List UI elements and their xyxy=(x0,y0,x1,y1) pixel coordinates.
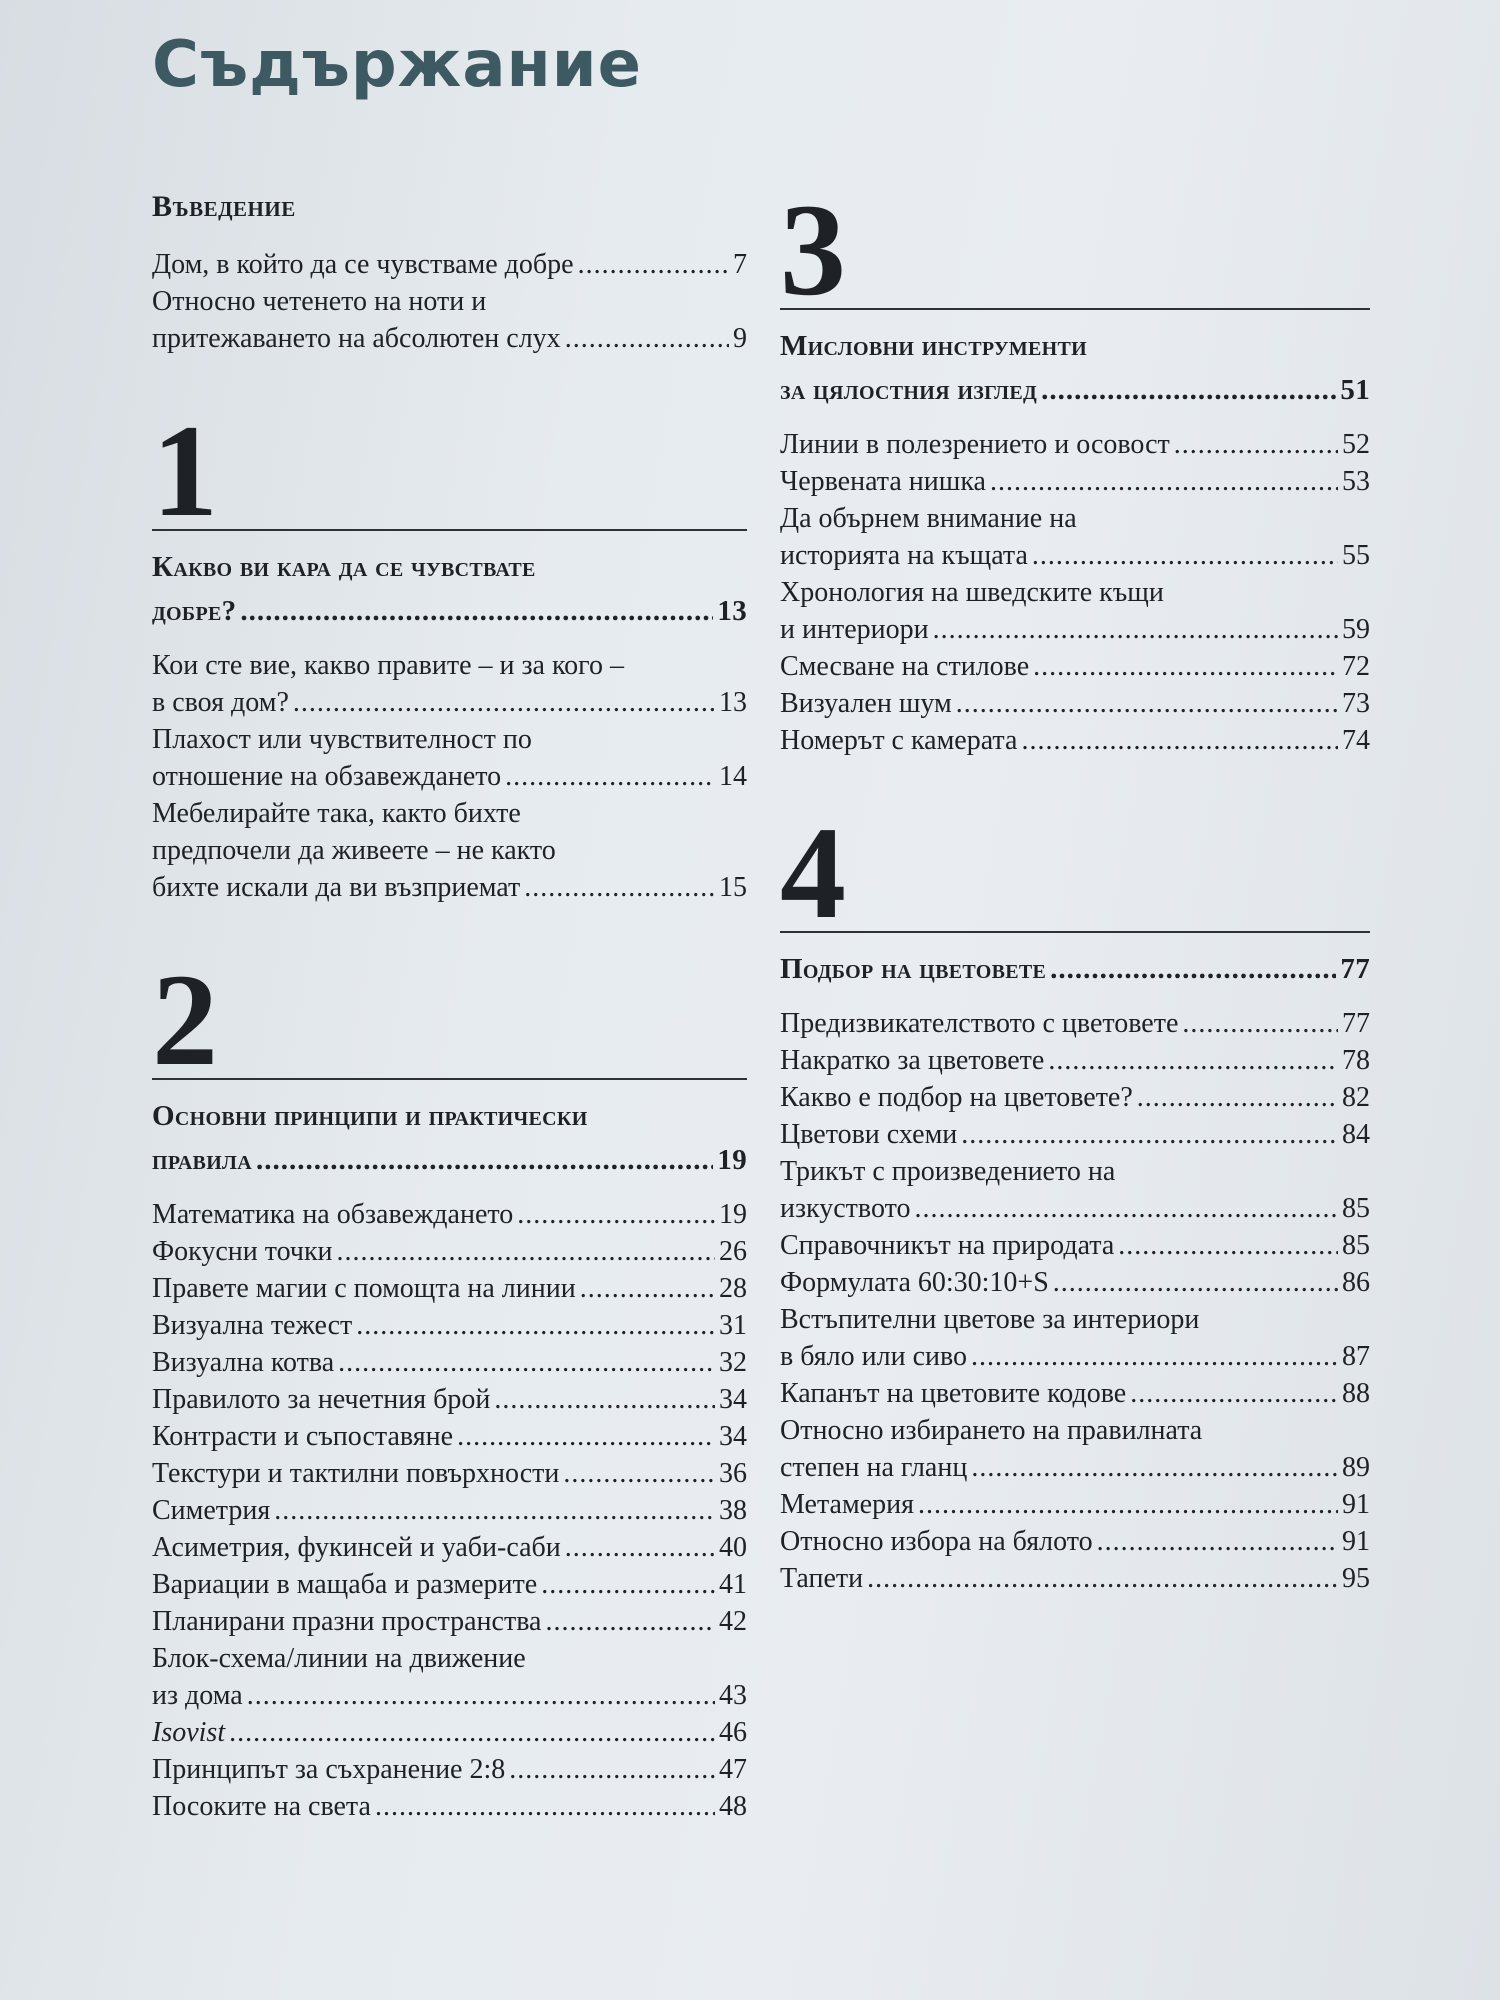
entry-line xyxy=(780,368,1370,412)
toc-entry[interactable] xyxy=(780,1042,1370,1079)
page-number: 26 xyxy=(719,1236,747,1267)
entry-title: Цветови схеми xyxy=(780,1119,958,1150)
toc-entry[interactable] xyxy=(152,283,747,357)
entry-line xyxy=(152,589,747,633)
toc-entry[interactable] xyxy=(780,685,1370,722)
page-number: 38 xyxy=(719,1495,747,1526)
dot-leader xyxy=(541,1566,715,1603)
entry-line xyxy=(152,320,747,357)
page-number: 43 xyxy=(719,1680,747,1711)
entry-title: Принципът за съхранение 2:8 xyxy=(152,1754,506,1785)
page-number: 78 xyxy=(1342,1045,1370,1076)
page-number: 55 xyxy=(1342,540,1370,571)
entry-title: Подбор на цветовете xyxy=(780,953,1047,985)
dot-leader xyxy=(1053,1264,1338,1301)
toc-entry[interactable] xyxy=(780,1523,1370,1560)
page-number: 74 xyxy=(1342,725,1370,756)
entry-title: Формулата 60:30:10+S xyxy=(780,1267,1049,1298)
toc-entry[interactable] xyxy=(152,1714,747,1751)
toc-entry[interactable] xyxy=(152,721,747,795)
dot-leader xyxy=(1130,1375,1338,1412)
entry-title: Визуална тежест xyxy=(152,1310,353,1341)
toc-entry[interactable] xyxy=(152,1640,747,1714)
page-number: 59 xyxy=(1342,614,1370,645)
entry-title: Червената нишка xyxy=(780,466,986,497)
entry-title: и интериори xyxy=(780,614,929,645)
entry-line xyxy=(780,1190,1370,1227)
entry-line xyxy=(152,1677,747,1714)
entry-line xyxy=(152,1566,747,1603)
entry-title: за цялостния изглед xyxy=(780,374,1038,406)
entry-title: Номерът с камерата xyxy=(780,725,1018,756)
entry-title: Метамерия xyxy=(780,1489,914,1520)
dot-leader xyxy=(961,1116,1338,1153)
dot-leader xyxy=(565,320,729,357)
entry-line xyxy=(152,758,747,795)
dot-leader xyxy=(990,463,1338,500)
page-number: 53 xyxy=(1342,466,1370,497)
entry-title: Какво е подбор на цветовете? xyxy=(780,1082,1133,1113)
chapter-number: 3 xyxy=(780,176,846,323)
page-number: 91 xyxy=(1342,1526,1370,1557)
entry-line xyxy=(780,1079,1370,1116)
entry-line xyxy=(152,684,747,721)
page-number: 89 xyxy=(1342,1452,1370,1483)
entry-line xyxy=(152,1492,747,1529)
page-number: 42 xyxy=(719,1606,747,1637)
entry-line: Мисловни инструменти xyxy=(780,330,1087,362)
toc-entry[interactable] xyxy=(152,1307,747,1344)
entry-title: Дом, в който да се чувстваме добре xyxy=(152,249,574,280)
toc-entry[interactable] xyxy=(152,1381,747,1418)
page-number: 9 xyxy=(733,323,747,354)
entry-title: Контрасти и съпоставяне xyxy=(152,1421,454,1452)
entry-line xyxy=(152,1529,747,1566)
dot-leader xyxy=(509,1751,715,1788)
entry-line xyxy=(780,1042,1370,1079)
entry-line xyxy=(152,1455,747,1492)
chapter-number: 1 xyxy=(152,397,218,544)
toc-entry[interactable] xyxy=(152,246,747,283)
entry-line xyxy=(780,1227,1370,1264)
toc-entry[interactable] xyxy=(780,463,1370,500)
page-number: 51 xyxy=(1340,374,1370,406)
dot-leader xyxy=(914,1190,1338,1227)
dot-leader xyxy=(1048,1042,1338,1079)
dot-leader xyxy=(293,684,715,721)
dot-leader xyxy=(1021,722,1338,759)
page-number: 36 xyxy=(719,1458,747,1489)
page-number: 19 xyxy=(717,1144,747,1176)
toc-entry[interactable] xyxy=(780,500,1370,574)
chapter-number: 2 xyxy=(152,946,218,1093)
dot-leader xyxy=(240,589,713,633)
entry-line xyxy=(780,1005,1370,1042)
page-number: 91 xyxy=(1342,1489,1370,1520)
page-number: 84 xyxy=(1342,1119,1370,1150)
page-number: 72 xyxy=(1342,651,1370,682)
toc-entry[interactable] xyxy=(152,1196,747,1233)
page-number: 32 xyxy=(719,1347,747,1378)
chapter-rule xyxy=(152,529,747,531)
toc-entry[interactable] xyxy=(152,1788,747,1825)
dot-leader xyxy=(1118,1227,1338,1264)
dot-leader xyxy=(545,1603,715,1640)
page-number: 85 xyxy=(1342,1230,1370,1261)
dot-leader xyxy=(338,1344,715,1381)
page-number: 31 xyxy=(719,1310,747,1341)
entry-title: изкуството xyxy=(780,1193,911,1224)
entry-title: Планирани празни пространства xyxy=(152,1606,542,1637)
entry-line xyxy=(152,1418,747,1455)
spacer xyxy=(152,906,747,942)
entry-line xyxy=(780,685,1370,722)
toc-entry[interactable] xyxy=(152,1751,747,1788)
dot-leader xyxy=(1033,648,1338,685)
entry-line: Блок-схема/линии на движение xyxy=(152,1643,526,1674)
chapter-rule xyxy=(780,931,1370,933)
page-number: 95 xyxy=(1342,1563,1370,1594)
entry-title: Относно избора на бялото xyxy=(780,1526,1093,1557)
entry-line: предпочели да живеете – не както xyxy=(152,835,556,866)
dot-leader xyxy=(867,1560,1338,1597)
dot-leader xyxy=(229,1714,715,1751)
entry-title: Isovist xyxy=(152,1717,226,1748)
dot-leader xyxy=(517,1196,715,1233)
dot-leader xyxy=(505,758,715,795)
entry-title: Математика на обзавеждането xyxy=(152,1199,514,1230)
entry-title: Визуален шум xyxy=(780,688,952,719)
entry-line xyxy=(780,1116,1370,1153)
toc-entry[interactable] xyxy=(152,1418,747,1455)
section-heading xyxy=(780,947,1370,991)
entry-title: Посоките на света xyxy=(152,1791,371,1822)
chapter-rule xyxy=(780,308,1370,310)
toc-entry[interactable] xyxy=(152,1566,747,1603)
toc-entry[interactable] xyxy=(780,1264,1370,1301)
chapter-number: 4 xyxy=(780,799,846,946)
page-number: 86 xyxy=(1342,1267,1370,1298)
entry-line xyxy=(152,1381,747,1418)
entry-line xyxy=(152,1714,747,1751)
entry-title: степен на гланц xyxy=(780,1452,968,1483)
dot-leader xyxy=(1032,537,1338,574)
dot-leader xyxy=(356,1307,715,1344)
entry-line: Мебелирайте така, както бихте xyxy=(152,798,521,829)
dot-leader xyxy=(971,1338,1338,1375)
entry-line: Да обърнем внимание на xyxy=(780,503,1077,534)
entry-title: Правете магии с помощта на линии xyxy=(152,1273,576,1304)
entry-title: Симетрия xyxy=(152,1495,271,1526)
toc-entry[interactable] xyxy=(780,1412,1370,1486)
page-number: 77 xyxy=(1340,953,1370,985)
entry-line: Основни принципи и практически xyxy=(152,1100,588,1132)
toc-entry[interactable] xyxy=(780,1560,1370,1597)
entry-title: Капанът на цветовите кодове xyxy=(780,1378,1127,1409)
section-heading xyxy=(780,324,1370,412)
dot-leader xyxy=(918,1486,1338,1523)
toc-entry[interactable] xyxy=(152,1529,747,1566)
entry-title: Фокусни точки xyxy=(152,1236,333,1267)
chapter-rule xyxy=(152,1078,747,1080)
toc-entry[interactable] xyxy=(152,1233,747,1270)
entry-line xyxy=(780,947,1370,991)
dot-leader xyxy=(1137,1079,1338,1116)
entry-line: Кои сте вие, какво правите – и за кого – xyxy=(152,650,624,681)
toc-entry[interactable] xyxy=(780,574,1370,648)
spacer xyxy=(780,759,1370,795)
toc-entry[interactable] xyxy=(152,1344,747,1381)
page-number: 28 xyxy=(719,1273,747,1304)
toc-entry[interactable] xyxy=(780,648,1370,685)
entry-line xyxy=(152,1788,747,1825)
dot-leader xyxy=(256,1138,713,1182)
entry-title: добре? xyxy=(152,595,237,627)
page-number: 14 xyxy=(719,761,747,792)
entry-line xyxy=(780,1449,1370,1486)
page-title: Съдържание xyxy=(152,28,642,102)
dot-leader xyxy=(578,246,729,283)
entry-line xyxy=(152,869,747,906)
entry-line xyxy=(780,426,1370,463)
section-heading xyxy=(152,545,747,633)
entry-title: отношение на обзавеждането xyxy=(152,761,502,792)
dot-leader xyxy=(457,1418,715,1455)
entry-line: Хронология на шведските къщи xyxy=(780,577,1164,608)
entry-title: притежаването на абсолютен слух xyxy=(152,323,561,354)
entry-title: правила xyxy=(152,1144,253,1176)
page-number: 19 xyxy=(719,1199,747,1230)
entry-line xyxy=(152,1307,747,1344)
page-number: 34 xyxy=(719,1384,747,1415)
dot-leader xyxy=(1050,947,1336,991)
page-number: 7 xyxy=(733,249,747,280)
page-number: 87 xyxy=(1342,1341,1370,1372)
page-number: 88 xyxy=(1342,1378,1370,1409)
intro-heading: Въведение xyxy=(152,190,296,223)
entry-title: Визуална котва xyxy=(152,1347,335,1378)
entry-title: из дома xyxy=(152,1680,243,1711)
entry-title: Накратко за цветовете xyxy=(780,1045,1045,1076)
entry-line xyxy=(780,648,1370,685)
dot-leader xyxy=(971,1449,1338,1486)
dot-leader xyxy=(580,1270,715,1307)
page-number: 15 xyxy=(719,872,747,903)
toc-entry[interactable] xyxy=(780,426,1370,463)
spacer xyxy=(152,357,747,393)
entry-title: Асиметрия, фукинсей и уаби-саби xyxy=(152,1532,561,1563)
toc-entry[interactable] xyxy=(780,1301,1370,1375)
dot-leader xyxy=(375,1788,715,1825)
dot-leader xyxy=(274,1492,715,1529)
page-number: 77 xyxy=(1342,1008,1370,1039)
toc-entry[interactable] xyxy=(152,1270,747,1307)
entry-title: Тапети xyxy=(780,1563,864,1594)
page-number: 47 xyxy=(719,1754,747,1785)
toc-entry[interactable] xyxy=(152,1492,747,1529)
entry-line xyxy=(152,1233,747,1270)
entry-line: Какво ви кара да се чувствате xyxy=(152,551,536,583)
dot-leader xyxy=(956,685,1338,722)
entry-line: Плахост или чувствителност по xyxy=(152,724,532,755)
dot-leader xyxy=(247,1677,715,1714)
entry-line xyxy=(780,463,1370,500)
entry-line xyxy=(780,537,1370,574)
dot-leader xyxy=(1097,1523,1338,1560)
dot-leader xyxy=(337,1233,715,1270)
toc-right-column xyxy=(780,176,1370,1597)
toc-entry[interactable] xyxy=(780,1375,1370,1412)
entry-line xyxy=(152,1270,747,1307)
entry-line xyxy=(152,1603,747,1640)
entry-title: Линии в полезрението и осовост xyxy=(780,429,1170,460)
dot-leader xyxy=(933,611,1338,648)
dot-leader xyxy=(1174,426,1338,463)
dot-leader xyxy=(1041,368,1336,412)
toc-entry[interactable] xyxy=(780,1116,1370,1153)
entry-title: Предизвикателството с цветовете xyxy=(780,1008,1179,1039)
page-number: 48 xyxy=(719,1791,747,1822)
dot-leader xyxy=(494,1381,715,1418)
page-number: 41 xyxy=(719,1569,747,1600)
toc-entry[interactable] xyxy=(152,795,747,906)
toc-entry[interactable] xyxy=(152,1455,747,1492)
entry-line: Относно четенето на ноти и xyxy=(152,286,487,317)
entry-line xyxy=(780,1338,1370,1375)
dot-leader xyxy=(563,1455,715,1492)
entry-title: Текстури и тактилни повърхности xyxy=(152,1458,560,1489)
toc-entry[interactable] xyxy=(780,1227,1370,1264)
entry-line xyxy=(152,1751,747,1788)
entry-line xyxy=(780,1264,1370,1301)
entry-title: Справочникът на природата xyxy=(780,1230,1115,1261)
entry-title: в своя дом? xyxy=(152,687,289,718)
toc-entry[interactable] xyxy=(780,1005,1370,1042)
entry-title: историята на къщата xyxy=(780,540,1028,571)
dot-leader xyxy=(524,869,715,906)
entry-line xyxy=(152,246,747,283)
entry-line xyxy=(780,1486,1370,1523)
dot-leader xyxy=(565,1529,715,1566)
toc-entry[interactable] xyxy=(780,1079,1370,1116)
page-number: 46 xyxy=(719,1717,747,1748)
toc-left-column xyxy=(152,190,747,1825)
entry-title: Вариации в мащаба и размерите xyxy=(152,1569,538,1600)
entry-line xyxy=(780,1375,1370,1412)
entry-title: бихте искали да ви възприемат xyxy=(152,872,521,903)
entry-line: Трикът с произведението на xyxy=(780,1156,1116,1187)
entry-line xyxy=(152,1138,747,1182)
page-number: 82 xyxy=(1342,1082,1370,1113)
page-number: 52 xyxy=(1342,429,1370,460)
entry-title: в бяло или сиво xyxy=(780,1341,968,1372)
entry-line xyxy=(152,1344,747,1381)
page-number: 13 xyxy=(719,687,747,718)
entry-line xyxy=(780,1560,1370,1597)
page-number: 85 xyxy=(1342,1193,1370,1224)
page-number: 40 xyxy=(719,1532,747,1563)
entry-title: Смесване на стилове xyxy=(780,651,1030,682)
toc-entry[interactable] xyxy=(152,647,747,721)
entry-line xyxy=(780,1523,1370,1560)
entry-title: Правилото за нечетния брой xyxy=(152,1384,491,1415)
entry-line xyxy=(780,722,1370,759)
entry-line: Относно избирането на правилната xyxy=(780,1415,1203,1446)
entry-line xyxy=(780,611,1370,648)
page-number: 13 xyxy=(717,595,747,627)
toc-entry[interactable] xyxy=(780,722,1370,759)
toc-entry[interactable] xyxy=(780,1486,1370,1523)
page-number: 34 xyxy=(719,1421,747,1452)
page-number: 73 xyxy=(1342,688,1370,719)
section-heading xyxy=(152,1094,747,1182)
entry-line: Встъпителни цветове за интериори xyxy=(780,1304,1200,1335)
toc-entry[interactable] xyxy=(152,1603,747,1640)
entry-line xyxy=(152,1196,747,1233)
dot-leader xyxy=(1182,1005,1338,1042)
toc-entry[interactable] xyxy=(780,1153,1370,1227)
